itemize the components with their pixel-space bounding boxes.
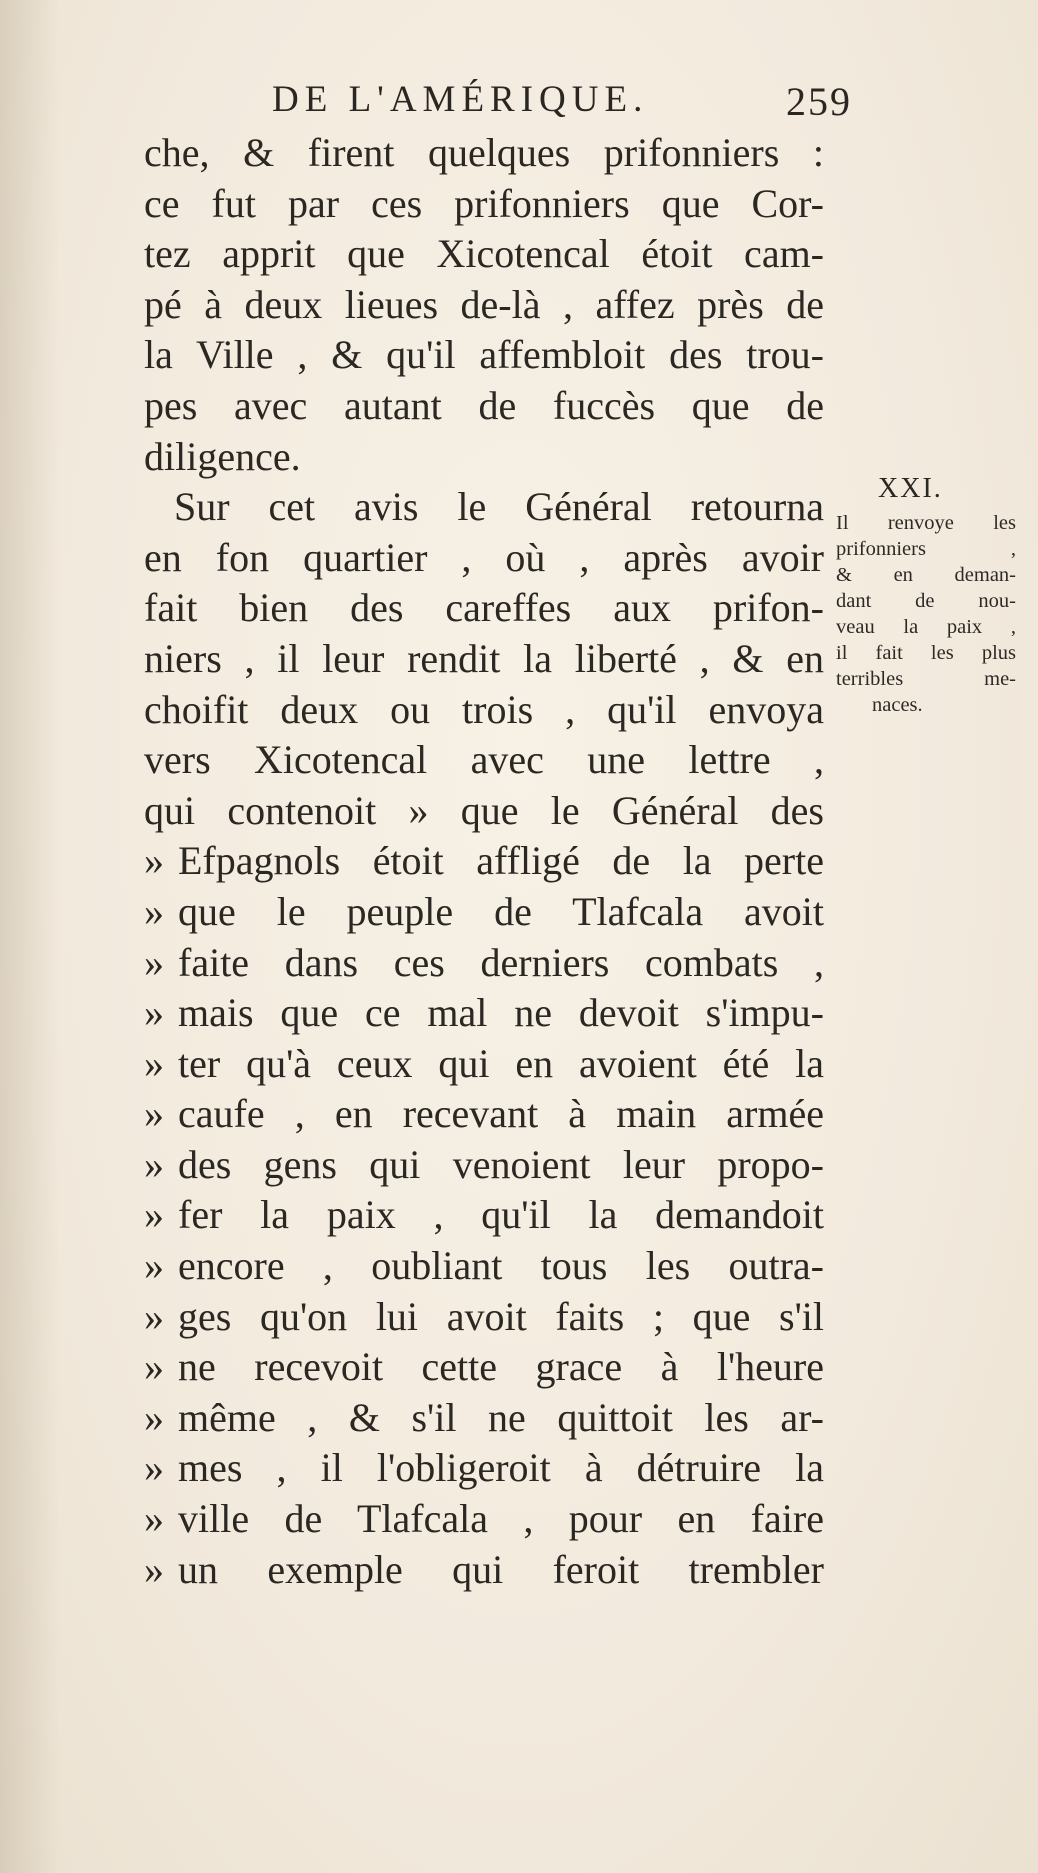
text-line: en fon quartier , où , après avoir [144,534,824,580]
quoted-line [144,938,824,989]
quote-marker: » [144,1192,164,1238]
text-line: fait bien des careffes aux prifon- [144,585,824,631]
quoted-text: un exemple qui feroit trembler [178,1546,824,1592]
quoted-line [144,1140,824,1191]
quoted-text: Efpagnols étoit affligé de la perte [178,838,824,884]
quoted-line [144,1089,824,1140]
text-line: diligence. [144,433,301,479]
page-header [272,78,852,128]
text-line: Sur cet avis le Général retourna [174,484,824,530]
quoted-text: mais que ce mal ne devoit s'impu- [178,990,824,1036]
body-text [144,128,824,1595]
quoted-text: ges qu'on lui avoit faits ; que s'il [178,1293,824,1339]
running-head: DE L'AMÉRIQUE. [272,79,649,120]
quoted-line [144,836,824,887]
quoted-line [144,1342,824,1393]
quote-marker: » [144,1445,164,1491]
margin-note-line: naces. [872,694,923,716]
text-line: choifit deux ou trois , qu'il envoya [144,686,824,732]
quoted-line [144,887,824,938]
quoted-line [144,1241,824,1292]
quoted-line [144,1393,824,1444]
quote-marker: » [144,1344,164,1390]
text-line: la Ville , & qu'il affembloit des trou- [144,332,824,378]
quoted-text: des gens qui venoient leur propo- [178,1141,824,1187]
text-line: niers , il leur rendit la liberté , & en [144,635,824,681]
text-line: pes avec autant de fuccès que de [144,382,824,428]
quote-marker: » [144,1091,164,1137]
text-line: vers Xicotencal avec une lettre , [144,737,824,783]
gutter-shadow [0,0,60,1873]
margin-note-line: terribles me- [836,668,1016,690]
quoted-text: fer la paix , qu'il la demandoit [178,1192,824,1238]
text-line: tez apprit que Xicotencal étoit cam- [144,231,824,277]
text-line: pé à deux lieues de-là , affez près de [144,281,824,327]
text-line: che, & firent quelques prifonniers : [144,130,824,175]
page-number: 259 [786,79,852,124]
margin-note-line: dant de nou- [836,590,1016,612]
margin-note [836,468,1016,718]
quote-marker: » [144,1141,164,1187]
quoted-line [144,1545,824,1596]
quoted-line [144,988,824,1039]
text-line: qui contenoit » que le Général des [144,787,824,833]
quoted-text: ville de Tlafcala , pour en faire [178,1496,824,1542]
quote-marker: » [144,1496,164,1542]
text-line: ce fut par ces prifonniers que Cor- [144,180,824,226]
margin-note-line: veau la paix , [836,616,1016,638]
margin-note-line: prifonniers , [836,538,1016,560]
quote-marker: » [144,1293,164,1339]
quoted-text: que le peuple de Tlafcala avoit [178,888,824,934]
quote-marker: » [144,939,164,985]
margin-note-line: Il renvoye les [836,512,1016,534]
quote-marker: » [144,1040,164,1086]
margin-note-line: & en deman- [836,564,1016,586]
quoted-line [144,1443,824,1494]
quoted-line [144,1494,824,1545]
quoted-text: caufe , en recevant à main armée [178,1091,824,1137]
quote-marker: » [144,1546,164,1592]
quoted-line [144,1039,824,1090]
quote-marker: » [144,888,164,934]
quoted-text: faite dans ces derniers combats , [178,939,824,985]
quoted-text: même , & s'il ne quittoit les ar- [178,1394,824,1440]
quoted-line [144,1190,824,1241]
section-number: XXI. [878,473,943,504]
quote-marker: » [144,990,164,1036]
quote-marker: » [144,838,164,884]
quoted-line [144,1292,824,1343]
margin-note-line: il fait les plus [836,642,1016,664]
quoted-text: ter qu'à ceux qui en avoient été la [178,1040,824,1086]
quote-marker: » [144,1394,164,1440]
quoted-text: ne recevoit cette grace à l'heure [178,1344,824,1390]
quoted-text: mes , il l'obligeroit à détruire la [178,1445,824,1491]
quoted-text: encore , oubliant tous les outra- [178,1243,824,1289]
quote-marker: » [144,1243,164,1289]
